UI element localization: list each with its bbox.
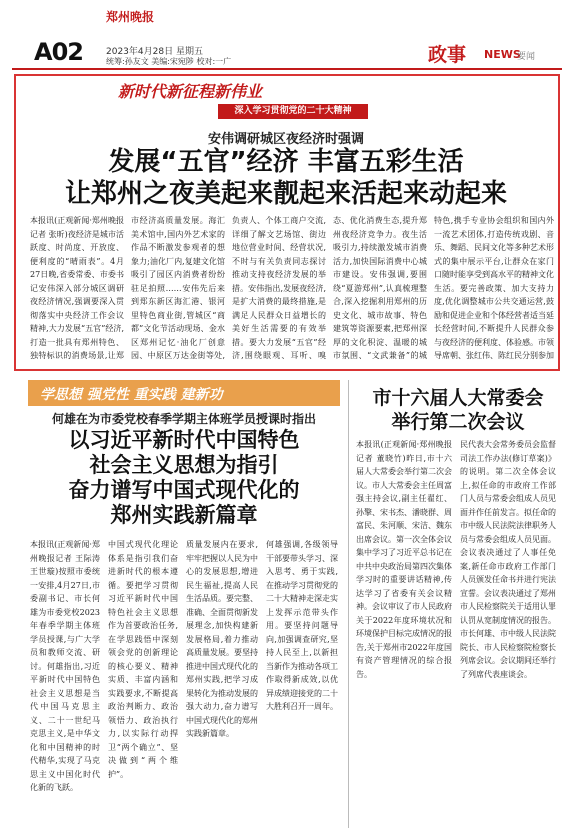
lead-col-1: 本报讯(正观新闻·郑州晚报记者 王际涛 王世璇)按照市委统一安排,4月27日,市委副书记、市长何雄为市委党校2023年春季学期主体班学员授课,与广大学员和教师交流、研讨。何雄指出,习近平新时代中国特色社会主义思想是当代中国马克思主义、二十一世纪马克思主义,是中华文化和中国精神的时代精华,实现了马克思主义中国化时代化新的飞跃。 xyxy=(30,540,100,792)
lead-headline-3: 奋力谱写中国式现代化的 xyxy=(68,478,300,502)
feature-headline-2: 让郑州之夜美起来靓起来活起来动起来 xyxy=(64,179,507,209)
lead-banner-text: 学思想 强党性 重实践 建新功 xyxy=(40,387,223,403)
header-rule xyxy=(12,68,562,70)
lead-headline xyxy=(28,428,340,528)
side-headline-2: 举行第二次会议 xyxy=(391,411,525,433)
feature-col-5: 特色,携手专业协会组织和国内外一流艺术团体,打造传统戏剧、音乐、舞蹈、民间文化等多种艺术形式的集中展示平台,让群众在家门口随时能享受到高水平的精神文化生活。要完善政策、加大支持力度,优化调整城市公共交通运营,鼓励和促进企业和个体经营者适当延长经营时间,不断提升人民群众参与夜经济的便利度、体验感。市领导席朝、张红伟、陈红民分别参加 xyxy=(434,216,554,360)
side-headline xyxy=(356,386,560,434)
column-divider xyxy=(348,380,349,828)
side-col-2: 民代表大会常务委员会监督司法工作办法(修订草案)》的说明。第二次全体会议上,拟任命的市政府工作部门人员与常委会组成人员见面并作任前发言。拟任命的市中级人民法院法律职务人员与常委会组成人员见面。会议表决通过了人事任免案,新任命市政府工作部门人员颁发任命书并进行宪法宣誓。会议表决通过了郑州市人民检察院关于适用认罪认罚从宽制度情况的报告。市长何雄、市中级人民法院院长、市人民检察院检察长列席会议。会议期间还举行了列席代表座谈会。 xyxy=(460,440,556,679)
page-number: A02 xyxy=(34,38,83,66)
lead-col-4: 何雄强调,各级领导干部要带头学习、深入思考、勇于实践,在推动学习贯彻党的二十大精神走深走实上发挥示范带头作用。要坚持问题导向,加强调查研究,坚持人民至上,以新担当新作为推动各项工作取得新成效,以优异成绩迎接党的二十大胜利召开一周年。 xyxy=(266,540,338,711)
feature-col-3: 负责人、个体工商户交流,详细了解文艺场馆、街边地位营业时间、经营状况,不时与有关负责同志探讨推动支持夜经济发展的举措。安伟指出,发展夜经济,是扩大消费的最终措施,是满足人民群众日益增长的美好生活需要的有效举措。要大力发展“五官”经济,围绕眼观、耳听、嗅 xyxy=(232,216,326,360)
feature-col-4: 态、优化消费生态,提升郑州夜经济竞争力。夜生活吸引力,持续激发城市消费活力,加快国际消费中心城市建设。安伟强调,要围绕“夏游郑州”,认真梳理整合,深入挖掘利用郑州的历史文化、城市故事、特色建筑等资源要素,把郑州深厚的文化积淀、温暖的城市氛围、“文武兼备”的城 xyxy=(333,216,427,360)
feature-col-2: 市经济高质量发展。海汇美术馆中,国内外艺术家的作品不断激发参观者的想象力;油化厂内,复建文化馆吸引了园区内消费者纷纷驻足拍照……安伟先后来到郑东新区海汇港、银河里特色商业街,管城区“商都”文化节活动现场、金水区郑州记忆·油化厂创意园、中原区万达金街等处, xyxy=(131,216,225,360)
editors-line: 统筹:孙友文 美编:宋宛陟 校对:一广 xyxy=(106,57,232,66)
section-title: 政事 xyxy=(428,44,467,66)
lead-headline-1: 以习近平新时代中国特色 xyxy=(68,428,300,452)
lead-kicker: 何雄在为市委党校春季学期主体班学员授课时指出 xyxy=(51,412,316,426)
feature-kicker: 安伟调研城区夜经济时强调 xyxy=(207,132,364,147)
banner-subtitle: 深入学习贯彻党的二十大精神 xyxy=(218,104,368,119)
lead-col-2: 中国式现代化理论体系是指引我们奋进新时代的根本遵循。要把学习贯彻习近平新时代中国特色社会主义思想作为首要政治任务,在学思践悟中深刻领会党的创新理论的核心要义、精神实质、丰富内涵和实践要求,不断提高政治判断力、政治领悟力、政治执行力,以实际行动捍卫“两个确立”、坚决做到“两个维护”。 xyxy=(108,540,178,779)
date-line: 2023年4月28日 星期五 xyxy=(106,47,203,57)
lead-col-3: 质量发展内在要求,牢牢把握以人民为中心的发展思想,增进民生福祉,提高人民生活品质。要完整、准确、全面贯彻新发展理念,加快构建新发展格局,着力推动高质量发展。要坚持推进中国式现代化的郑州实践,把学习成果转化为推动发展的强大动力,奋力谱写中国式现代化的郑州实践新篇章。 xyxy=(186,540,258,738)
section-en: NEWS xyxy=(484,48,521,61)
side-col-1: 本报讯(正观新闻·郑州晚报记者 董晓竹)昨日,市十六届人大常委会举行第二次会议。市人大常委会主任周富强主持会议,副主任翟红、孙擎、宋书杰、潘晓群、周富民、朱河顺、宋洁、魏东出席会议。第一次全体会议集中学习了习近平总书记在中共中央政治局第四次集体学习时的重要讲话精神,传达学习了省委有关会议精神。会议审议了市人民政府关于2022年度环境状况和环境保护目标完成情况的报告,关于郑州市2022年度国有资产管理情况的综合报告。 xyxy=(356,440,452,679)
section-editor: 要闻 xyxy=(517,52,536,62)
paper-name-logo: 郑州晚报 xyxy=(106,10,155,24)
lead-headline-2: 社会主义思想为指引 xyxy=(89,453,279,477)
banner-title: 新时代新征程新伟业 xyxy=(118,82,263,101)
lead-headline-4: 郑州实践新篇章 xyxy=(110,503,258,527)
feature-headline-1: 发展“五官”经济 丰富五彩生活 xyxy=(108,147,464,177)
side-headline-1: 市十六届人大常委会 xyxy=(372,387,544,409)
feature-col-1: 本报讯(正观新闻·郑州晚报记者 张昕)夜经济是城市活跃度、时尚度、开放度、便利度的“晴雨表”。4月27日晚,省委常委、市委书记安伟深入部分城区调研夜经济情况,强调要深入贯彻落实中央经济工作会议精神,大力发展“五官”经济,打造一批具有郑州特色、独特标识的消费场景,让郑 xyxy=(30,216,124,360)
